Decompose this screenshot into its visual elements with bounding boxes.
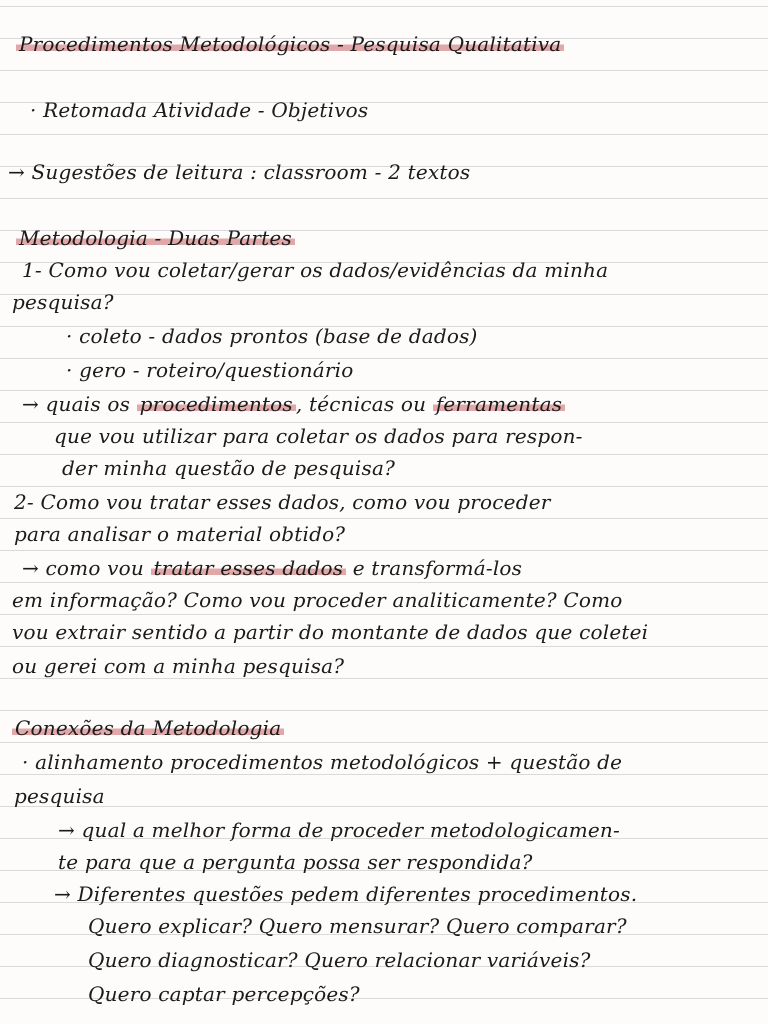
note-line: vou extrair sentido a partir do montante de dados que coletei [12, 620, 649, 644]
section-heading-text: Conexões da Metodologia [12, 716, 284, 740]
note-text: → como vou [22, 556, 151, 580]
note-line: ou gerei com a minha pesquisa? [12, 654, 345, 678]
page-title [16, 32, 564, 56]
note-line: 2- Como vou tratar esses dados, como vou proceder [14, 490, 551, 514]
highlighted-term: ferramentas [433, 392, 565, 416]
note-line: 1- Como vou coletar/gerar os dados/evidências da minha [22, 258, 609, 282]
note-line: · alinhamento procedimentos metodológicos + questão de [22, 750, 623, 774]
note-line: que vou utilizar para coletar os dados para respon- [54, 424, 583, 448]
note-line: → qual a melhor forma de proceder metodologicamen- [58, 818, 620, 842]
note-line [22, 556, 522, 580]
note-line: te para que a pergunta possa ser respondida? [58, 850, 533, 874]
section-heading [16, 226, 295, 250]
note-line: Quero diagnosticar? Quero relacionar variáveis? [88, 948, 591, 972]
note-line: → Sugestões de leitura : classroom - 2 textos [8, 160, 471, 184]
note-text: , técnicas ou [295, 392, 433, 416]
page-title-text: Procedimentos Metodológicos - Pesquisa Qualitativa [16, 32, 564, 56]
note-line: der minha questão de pesquisa? [62, 456, 395, 480]
note-text: → quais os [22, 392, 137, 416]
note-line: pesquisa [14, 784, 105, 808]
note-line: em informação? Como vou proceder analiticamente? Como [12, 588, 623, 612]
note-line [22, 392, 565, 416]
note-line: · coleto - dados prontos (base de dados) [66, 324, 478, 348]
note-line: pesquisa? [12, 290, 114, 314]
note-line: → Diferentes questões pedem diferentes procedimentos. [54, 882, 638, 906]
note-line: · Retomada Atividade - Objetivos [30, 98, 369, 122]
highlighted-term: procedimentos [137, 392, 296, 416]
section-heading-text: Metodologia - Duas Partes [16, 226, 295, 250]
note-text: e transformá-los [346, 556, 523, 580]
note-line: para analisar o material obtido? [14, 522, 346, 546]
section-heading [12, 716, 284, 740]
note-line: · gero - roteiro/questionário [66, 358, 354, 382]
note-line: Quero explicar? Quero mensurar? Quero comparar? [88, 914, 627, 938]
note-line: Quero captar percepções? [88, 982, 360, 1006]
highlighted-term: tratar esses dados [151, 556, 347, 580]
